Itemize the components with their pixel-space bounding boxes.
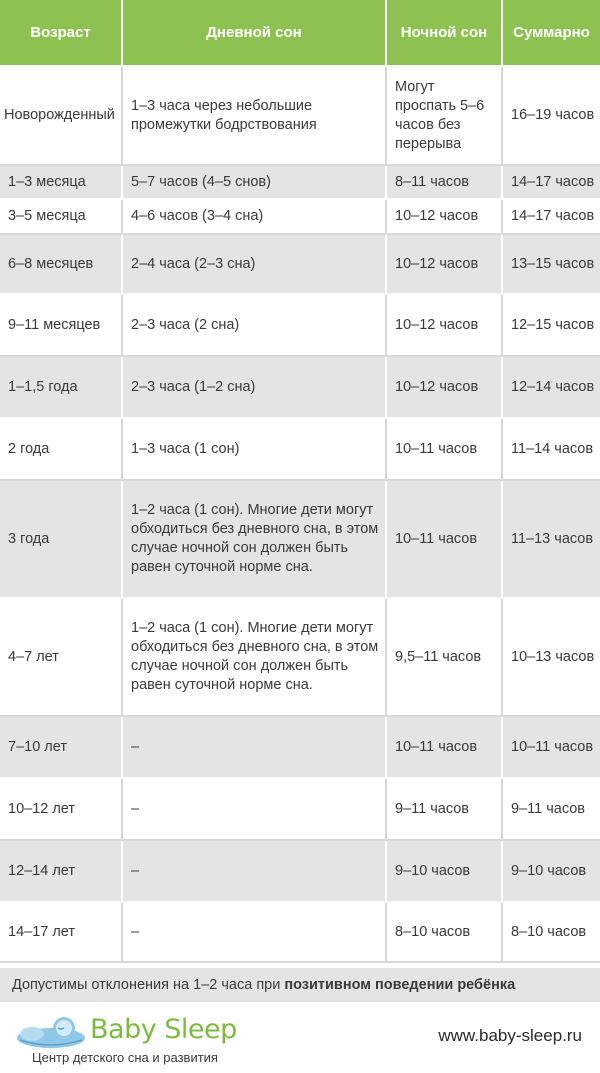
footer [0, 1004, 600, 1073]
cell-night-sleep: 10–12 часов [386, 356, 502, 418]
cell-day-sleep: 1–2 часа (1 сон). Многие дети могут обходиться без дневного сна, в этом случае ночной сон должен быть равен суточной норме сна. [122, 480, 386, 598]
cell-total: 14–17 часов [502, 165, 600, 199]
cell-total: 9–11 часов [502, 778, 600, 840]
cell-day-sleep: – [122, 902, 386, 962]
cell-age: 2 года [0, 418, 122, 480]
table-row [0, 234, 600, 294]
table-header-row [0, 0, 600, 66]
cell-age: 7–10 лет [0, 716, 122, 778]
deviation-note [0, 968, 600, 1002]
cell-day-sleep: 2–4 часа (2–3 сна) [122, 234, 386, 294]
table-row [0, 480, 600, 598]
cell-night-sleep: 10–11 часов [386, 418, 502, 480]
cell-age: 3–5 месяца [0, 199, 122, 234]
table-row [0, 294, 600, 356]
cell-age: 3 года [0, 480, 122, 598]
cell-total: 11–14 часов [502, 418, 600, 480]
cell-age: 1–3 месяца [0, 165, 122, 199]
table-row [0, 165, 600, 199]
table-row [0, 902, 600, 962]
cell-day-sleep: – [122, 716, 386, 778]
header-day-sleep: Дневной сон [122, 0, 386, 66]
cell-total: 14–17 часов [502, 199, 600, 234]
baby-sleep-logo[interactable] [14, 1012, 274, 1068]
sleeping-baby-icon [14, 1014, 88, 1050]
cell-night-sleep: Могут проспать 5–6 часов без перерыва [386, 66, 502, 165]
header-night-sleep: Ночной сон [386, 0, 502, 66]
cell-day-sleep: 1–2 часа (1 сон). Многие дети могут обходиться без дневного сна, в этом случае ночной сон должен быть равен суточной норме сна. [122, 598, 386, 716]
cell-age: 9–11 месяцев [0, 294, 122, 356]
cell-age: 12–14 лет [0, 840, 122, 902]
cell-night-sleep: 9–11 часов [386, 778, 502, 840]
cell-night-sleep: 10–12 часов [386, 199, 502, 234]
cell-night-sleep: 10–12 часов [386, 234, 502, 294]
cell-night-sleep: 9–10 часов [386, 840, 502, 902]
cell-age: 6–8 месяцев [0, 234, 122, 294]
cell-age: Новорожденный [0, 66, 122, 165]
table-row [0, 778, 600, 840]
cell-night-sleep: 8–11 часов [386, 165, 502, 199]
header-age: Возраст [0, 0, 122, 66]
table-row [0, 199, 600, 234]
cell-night-sleep: 10–11 часов [386, 716, 502, 778]
note-bold-text: позитивном поведении ребёнка [284, 977, 516, 993]
website-link[interactable]: www.baby-sleep.ru [438, 1026, 582, 1045]
table-row [0, 716, 600, 778]
logo-subtitle: Центр детского сна и развития [32, 1050, 218, 1065]
cell-age: 1–1,5 года [0, 356, 122, 418]
cell-day-sleep: 1–3 часа (1 сон) [122, 418, 386, 480]
cell-day-sleep: 2–3 часа (2 сна) [122, 294, 386, 356]
cell-night-sleep: 9,5–11 часов [386, 598, 502, 716]
cell-day-sleep: 5–7 часов (4–5 снов) [122, 165, 386, 199]
note-text: Допустимы отклонения на 1–2 часа при [12, 977, 285, 993]
cell-total: 16–19 часов [502, 66, 600, 165]
cell-day-sleep: – [122, 840, 386, 902]
cell-total: 8–10 часов [502, 902, 600, 962]
cell-day-sleep: 4–6 часов (3–4 сна) [122, 199, 386, 234]
table-row [0, 840, 600, 902]
logo-name: Baby Sleep [90, 1014, 237, 1045]
table-row [0, 418, 600, 480]
cell-total: 9–10 часов [502, 840, 600, 902]
table-row [0, 598, 600, 716]
table-row [0, 66, 600, 165]
cell-total: 12–15 часов [502, 294, 600, 356]
cell-total: 12–14 часов [502, 356, 600, 418]
cell-total: 11–13 часов [502, 480, 600, 598]
cell-night-sleep: 10–12 часов [386, 294, 502, 356]
cell-age: 14–17 лет [0, 902, 122, 962]
cell-total: 10–13 часов [502, 598, 600, 716]
cell-night-sleep: 10–11 часов [386, 480, 502, 598]
cell-day-sleep: 2–3 часа (1–2 сна) [122, 356, 386, 418]
cell-day-sleep: 1–3 часа через небольшие промежутки бодрствования [122, 66, 386, 165]
cell-age: 4–7 лет [0, 598, 122, 716]
cell-total: 10–11 часов [502, 716, 600, 778]
cell-total: 13–15 часов [502, 234, 600, 294]
table-row [0, 356, 600, 418]
cell-age: 10–12 лет [0, 778, 122, 840]
cell-night-sleep: 8–10 часов [386, 902, 502, 962]
header-total: Суммарно [502, 0, 600, 66]
cell-day-sleep: – [122, 778, 386, 840]
